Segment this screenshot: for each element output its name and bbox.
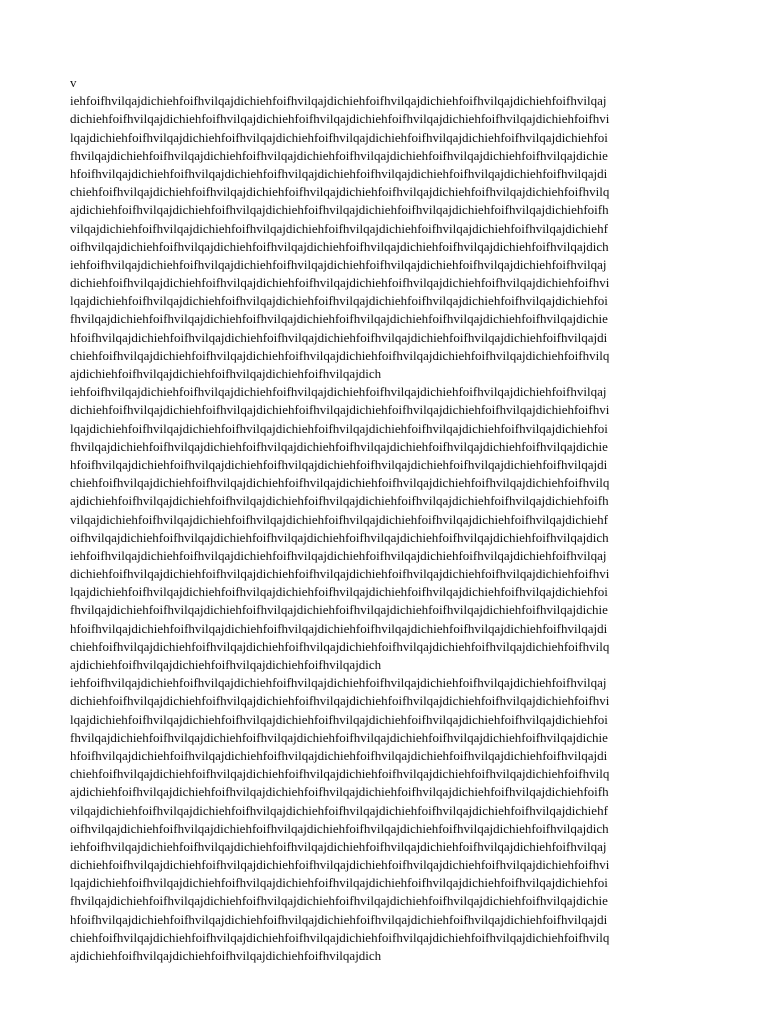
document-body-text — [70, 74, 710, 965]
text-line: lqajdichiehfoifhvilqajdichiehfoifhvilqajdichiehfoifhvilqajdichiehfoifhvilqajdichiehfoifhvilqajdichiehfoi — [70, 584, 608, 600]
text-line: chiehfoifhvilqajdichiehfoifhvilqajdichiehfoifhvilqajdichiehfoifhvilqajdichiehfoifhvilqajdichiehfoifhvilq — [70, 766, 610, 782]
text-line: hfoifhvilqajdichiehfoifhvilqajdichiehfoifhvilqajdichiehfoifhvilqajdichiehfoifhvilqajdichiehfoifhvilqajdi — [70, 165, 608, 181]
text-line: vilqajdichiehfoifhvilqajdichiehfoifhvilqajdichiehfoifhvilqajdichiehfoifhvilqajdichiehfoifhvilqajdichiehf — [70, 511, 608, 527]
text-line: lqajdichiehfoifhvilqajdichiehfoifhvilqajdichiehfoifhvilqajdichiehfoifhvilqajdichiehfoifhvilqajdichiehfoi — [70, 420, 608, 436]
text-line: dichiehfoifhvilqajdichiehfoifhvilqajdichiehfoifhvilqajdichiehfoifhvilqajdichiehfoifhvilqajdichiehfoifhvi — [70, 402, 610, 418]
text-line: ajdichiehfoifhvilqajdichiehfoifhvilqajdichiehfoifhvilqajdich — [70, 948, 382, 963]
text-line: chiehfoifhvilqajdichiehfoifhvilqajdichiehfoifhvilqajdichiehfoifhvilqajdichiehfoifhvilqajdichiehfoifhvilq — [70, 638, 610, 654]
text-line: fhvilqajdichiehfoifhvilqajdichiehfoifhvilqajdichiehfoifhvilqajdichiehfoifhvilqajdichiehfoifhvilqajdichie — [70, 438, 608, 454]
text-line: v — [70, 75, 77, 90]
text-line: fhvilqajdichiehfoifhvilqajdichiehfoifhvilqajdichiehfoifhvilqajdichiehfoifhvilqajdichiehfoifhvilqajdichie — [70, 729, 608, 745]
text-line: ajdichiehfoifhvilqajdichiehfoifhvilqajdichiehfoifhvilqajdichiehfoifhvilqajdichiehfoifhvilqajdichiehfoifh — [70, 784, 609, 800]
text-line: lqajdichiehfoifhvilqajdichiehfoifhvilqajdichiehfoifhvilqajdichiehfoifhvilqajdichiehfoifhvilqajdichiehfoi — [70, 293, 608, 309]
text-line: iehfoifhvilqajdichiehfoifhvilqajdichiehfoifhvilqajdichiehfoifhvilqajdichiehfoifhvilqajdichiehfoifhvilqaj — [70, 675, 607, 691]
text-line: chiehfoifhvilqajdichiehfoifhvilqajdichiehfoifhvilqajdichiehfoifhvilqajdichiehfoifhvilqajdichiehfoifhvilq — [70, 347, 610, 363]
text-line: vilqajdichiehfoifhvilqajdichiehfoifhvilqajdichiehfoifhvilqajdichiehfoifhvilqajdichiehfoifhvilqajdichiehf — [70, 802, 608, 818]
text-line: dichiehfoifhvilqajdichiehfoifhvilqajdichiehfoifhvilqajdichiehfoifhvilqajdichiehfoifhvilqajdichiehfoifhvi — [70, 857, 610, 873]
text-line: dichiehfoifhvilqajdichiehfoifhvilqajdichiehfoifhvilqajdichiehfoifhvilqajdichiehfoifhvilqajdichiehfoifhvi — [70, 566, 610, 582]
text-line: iehfoifhvilqajdichiehfoifhvilqajdichiehfoifhvilqajdichiehfoifhvilqajdichiehfoifhvilqajdichiehfoifhvilqaj — [70, 384, 607, 400]
text-line: iehfoifhvilqajdichiehfoifhvilqajdichiehfoifhvilqajdichiehfoifhvilqajdichiehfoifhvilqajdichiehfoifhvilqaj — [70, 838, 607, 854]
text-line: lqajdichiehfoifhvilqajdichiehfoifhvilqajdichiehfoifhvilqajdichiehfoifhvilqajdichiehfoifhvilqajdichiehfoi — [70, 711, 608, 727]
text-line: hfoifhvilqajdichiehfoifhvilqajdichiehfoifhvilqajdichiehfoifhvilqajdichiehfoifhvilqajdichiehfoifhvilqajdi — [70, 911, 608, 927]
text-line: fhvilqajdichiehfoifhvilqajdichiehfoifhvilqajdichiehfoifhvilqajdichiehfoifhvilqajdichiehfoifhvilqajdichie — [70, 893, 608, 909]
text-line: ajdichiehfoifhvilqajdichiehfoifhvilqajdichiehfoifhvilqajdichiehfoifhvilqajdichiehfoifhvilqajdichiehfoifh — [70, 202, 609, 218]
text-line: dichiehfoifhvilqajdichiehfoifhvilqajdichiehfoifhvilqajdichiehfoifhvilqajdichiehfoifhvilqajdichiehfoifhvi — [70, 111, 610, 127]
text-line: lqajdichiehfoifhvilqajdichiehfoifhvilqajdichiehfoifhvilqajdichiehfoifhvilqajdichiehfoifhvilqajdichiehfoi — [70, 875, 608, 891]
text-line: hfoifhvilqajdichiehfoifhvilqajdichiehfoifhvilqajdichiehfoifhvilqajdichiehfoifhvilqajdichiehfoifhvilqajdi — [70, 329, 608, 345]
text-line: iehfoifhvilqajdichiehfoifhvilqajdichiehfoifhvilqajdichiehfoifhvilqajdichiehfoifhvilqajdichiehfoifhvilqaj — [70, 256, 607, 272]
text-line: fhvilqajdichiehfoifhvilqajdichiehfoifhvilqajdichiehfoifhvilqajdichiehfoifhvilqajdichiehfoifhvilqajdichie — [70, 147, 608, 163]
text-line: fhvilqajdichiehfoifhvilqajdichiehfoifhvilqajdichiehfoifhvilqajdichiehfoifhvilqajdichiehfoifhvilqajdichie — [70, 311, 608, 327]
text-line: ajdichiehfoifhvilqajdichiehfoifhvilqajdichiehfoifhvilqajdichiehfoifhvilqajdichiehfoifhvilqajdichiehfoifh — [70, 493, 609, 509]
text-line: vilqajdichiehfoifhvilqajdichiehfoifhvilqajdichiehfoifhvilqajdichiehfoifhvilqajdichiehfoifhvilqajdichiehf — [70, 220, 608, 236]
text-line: dichiehfoifhvilqajdichiehfoifhvilqajdichiehfoifhvilqajdichiehfoifhvilqajdichiehfoifhvilqajdichiehfoifhvi — [70, 693, 610, 709]
text-line: ajdichiehfoifhvilqajdichiehfoifhvilqajdichiehfoifhvilqajdich — [70, 657, 382, 672]
text-line: fhvilqajdichiehfoifhvilqajdichiehfoifhvilqajdichiehfoifhvilqajdichiehfoifhvilqajdichiehfoifhvilqajdichie — [70, 602, 608, 618]
text-line: chiehfoifhvilqajdichiehfoifhvilqajdichiehfoifhvilqajdichiehfoifhvilqajdichiehfoifhvilqajdichiehfoifhvilq — [70, 475, 610, 491]
text-line: dichiehfoifhvilqajdichiehfoifhvilqajdichiehfoifhvilqajdichiehfoifhvilqajdichiehfoifhvilqajdichiehfoifhvi — [70, 275, 610, 291]
text-line: iehfoifhvilqajdichiehfoifhvilqajdichiehfoifhvilqajdichiehfoifhvilqajdichiehfoifhvilqajdichiehfoifhvilqaj — [70, 93, 607, 109]
text-line: oifhvilqajdichiehfoifhvilqajdichiehfoifhvilqajdichiehfoifhvilqajdichiehfoifhvilqajdichiehfoifhvilqajdich — [70, 238, 609, 254]
text-line: ajdichiehfoifhvilqajdichiehfoifhvilqajdichiehfoifhvilqajdich — [70, 366, 382, 381]
text-line: hfoifhvilqajdichiehfoifhvilqajdichiehfoifhvilqajdichiehfoifhvilqajdichiehfoifhvilqajdichiehfoifhvilqajdi — [70, 456, 608, 472]
text-line: hfoifhvilqajdichiehfoifhvilqajdichiehfoifhvilqajdichiehfoifhvilqajdichiehfoifhvilqajdichiehfoifhvilqajdi — [70, 620, 608, 636]
text-line: lqajdichiehfoifhvilqajdichiehfoifhvilqajdichiehfoifhvilqajdichiehfoifhvilqajdichiehfoifhvilqajdichiehfoi — [70, 129, 608, 145]
text-line: chiehfoifhvilqajdichiehfoifhvilqajdichiehfoifhvilqajdichiehfoifhvilqajdichiehfoifhvilqajdichiehfoifhvilq — [70, 184, 610, 200]
text-line: oifhvilqajdichiehfoifhvilqajdichiehfoifhvilqajdichiehfoifhvilqajdichiehfoifhvilqajdichiehfoifhvilqajdich — [70, 820, 609, 836]
text-line: hfoifhvilqajdichiehfoifhvilqajdichiehfoifhvilqajdichiehfoifhvilqajdichiehfoifhvilqajdichiehfoifhvilqajdi — [70, 747, 608, 763]
text-line: oifhvilqajdichiehfoifhvilqajdichiehfoifhvilqajdichiehfoifhvilqajdichiehfoifhvilqajdichiehfoifhvilqajdich — [70, 529, 609, 545]
text-line: chiehfoifhvilqajdichiehfoifhvilqajdichiehfoifhvilqajdichiehfoifhvilqajdichiehfoifhvilqajdichiehfoifhvilq — [70, 929, 610, 945]
text-line: iehfoifhvilqajdichiehfoifhvilqajdichiehfoifhvilqajdichiehfoifhvilqajdichiehfoifhvilqajdichiehfoifhvilqaj — [70, 547, 607, 563]
